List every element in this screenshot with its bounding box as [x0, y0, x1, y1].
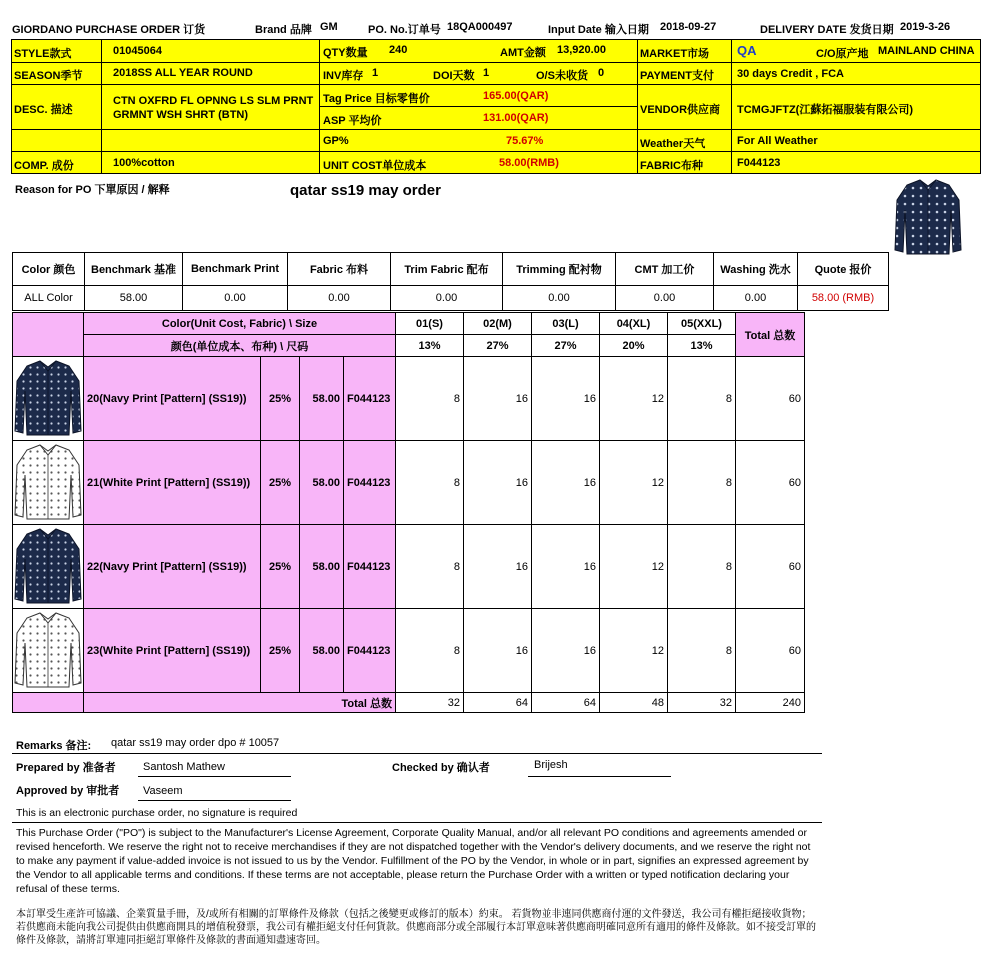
remarks-label: Remarks 备注: — [16, 740, 92, 752]
size-ratio: 27% — [532, 335, 600, 357]
row-total: 60 — [736, 525, 805, 609]
gp-value: 75.67% — [506, 135, 544, 147]
row-qty: 8 — [668, 357, 736, 441]
grid-header-en: Color(Unit Cost, Fabric) \ Size — [84, 313, 396, 335]
season-label: SEASON季节 — [14, 70, 83, 82]
inv-value: 1 — [372, 67, 379, 79]
cost-value: 0.00 — [714, 286, 798, 311]
comp-value: 100%cotton — [113, 157, 175, 169]
cost-header: Trim Fabric 配布 — [391, 253, 503, 286]
cost-header: Color 颜色 — [13, 253, 85, 286]
approved-label: Approved by 审批者 — [16, 785, 120, 797]
row-shirt-image — [13, 525, 84, 609]
approved-value: Vaseem — [143, 785, 183, 797]
checked-value: Brijesh — [534, 759, 568, 771]
doi-value: 1 — [483, 67, 490, 79]
cost-value: 58.00 — [85, 286, 183, 311]
grid-header-cn: 颜色(单位成本、布种) \ 尺码 — [84, 335, 396, 357]
co-value: MAINLAND CHINA — [878, 45, 975, 57]
row-qty: 8 — [668, 441, 736, 525]
cost-value: ALL Color — [13, 286, 85, 311]
order-info-grid — [11, 39, 981, 174]
row-percent: 25% — [261, 609, 300, 693]
row-total: 60 — [736, 609, 805, 693]
shirt-navy-icon — [13, 525, 83, 605]
asp-value: 131.00(QAR) — [483, 112, 549, 124]
row-fabric: F044123 — [344, 525, 396, 609]
fabric-label: FABRIC布种 — [640, 160, 703, 172]
reason-label: Reason for PO 下單原因 / 解释 — [15, 184, 170, 196]
os-value: 0 — [598, 67, 605, 79]
row-fabric: F044123 — [344, 441, 396, 525]
po-no-value: 18QA000497 — [447, 21, 513, 33]
row-qty: 8 — [668, 525, 736, 609]
payment-value: 30 days Credit , FCA — [737, 68, 844, 80]
input-date-value: 2018-09-27 — [660, 21, 717, 33]
divider — [12, 822, 822, 823]
row-color: 21(White Print [Pattern] (SS19)) — [84, 441, 261, 525]
desc-value-line2: GRMNT WSH SHRT (BTN) — [113, 109, 249, 121]
size-ratio: 20% — [600, 335, 668, 357]
vendor-label: VENDOR供应商 — [640, 104, 721, 116]
row-qty: 16 — [464, 609, 532, 693]
row-qty: 16 — [532, 609, 600, 693]
style-label: STYLE款式 — [14, 48, 72, 60]
table-row — [13, 441, 805, 525]
asp-label: ASP 平均价 — [323, 115, 382, 127]
divider — [12, 753, 822, 754]
shirt-navy-icon — [13, 357, 83, 437]
size-ratio: 27% — [464, 335, 532, 357]
row-qty: 16 — [464, 441, 532, 525]
cost-value: 0.00 — [183, 286, 288, 311]
cost-header: Quote 报价 — [798, 253, 889, 286]
row-fabric: F044123 — [344, 357, 396, 441]
quote-value: 58.00 (RMB) — [798, 286, 889, 311]
row-qty: 16 — [532, 441, 600, 525]
tag-price-label: Tag Price 目标零售价 — [323, 93, 430, 105]
cost-header: Washing 洗水 — [714, 253, 798, 286]
unit-cost-label: UNIT COST单位成本 — [323, 160, 427, 172]
cost-header: Benchmark Print — [183, 253, 288, 286]
footer-total-label: Total 总数 — [84, 693, 396, 713]
table-row — [13, 357, 805, 441]
row-qty: 8 — [396, 357, 464, 441]
cost-header: Fabric 布料 — [288, 253, 391, 286]
checked-label: Checked by 确认者 — [392, 762, 490, 774]
signature-line — [138, 776, 291, 777]
row-qty: 8 — [668, 609, 736, 693]
cost-value: 0.00 — [288, 286, 391, 311]
row-shirt-image — [13, 609, 84, 693]
fabric-value: F044123 — [737, 157, 781, 169]
comp-label: COMP. 成份 — [14, 160, 74, 172]
row-qty: 16 — [464, 357, 532, 441]
row-color: 20(Navy Print [Pattern] (SS19)) — [84, 357, 261, 441]
prepared-label: Prepared by 准备者 — [16, 762, 116, 774]
unit-cost-value: 58.00(RMB) — [499, 157, 559, 169]
row-qty: 16 — [532, 357, 600, 441]
row-qty: 16 — [464, 525, 532, 609]
brand-value: GM — [320, 21, 338, 33]
row-cost: 58.00 — [300, 609, 344, 693]
row-color: 23(White Print [Pattern] (SS19)) — [84, 609, 261, 693]
amt-value: 13,920.00 — [557, 44, 606, 56]
footer-total: 48 — [600, 693, 668, 713]
row-qty: 12 — [600, 525, 668, 609]
delivery-date-label: DELIVERY DATE 发货日期 — [760, 24, 894, 36]
footer-total: 64 — [464, 693, 532, 713]
inv-label: INV库存 — [323, 70, 364, 82]
brand-label: Brand 品牌 — [255, 24, 312, 36]
size-label: 04(XL) — [600, 313, 668, 335]
row-percent: 25% — [261, 441, 300, 525]
tag-price-value: 165.00(QAR) — [483, 90, 549, 102]
co-label: C/O原产地 — [816, 48, 869, 60]
amt-label: AMT金额 — [500, 47, 546, 59]
row-qty: 16 — [532, 525, 600, 609]
cost-value: 0.00 — [503, 286, 616, 311]
footer-total: 32 — [668, 693, 736, 713]
weather-value: For All Weather — [737, 135, 818, 147]
doi-label: DOI天数 — [433, 70, 475, 82]
qty-label: QTY数量 — [323, 47, 368, 59]
weather-label: Weather天气 — [640, 138, 706, 150]
size-ratio: 13% — [396, 335, 464, 357]
row-total: 60 — [736, 441, 805, 525]
desc-label: DESC. 描述 — [14, 104, 73, 116]
size-label: 05(XXL) — [668, 313, 736, 335]
os-label: O/S未收货 — [536, 70, 588, 82]
row-total: 60 — [736, 357, 805, 441]
size-quantity-grid — [12, 312, 805, 713]
size-label: 03(L) — [532, 313, 600, 335]
table-row — [13, 525, 805, 609]
signature-line — [528, 776, 671, 777]
row-qty: 12 — [600, 357, 668, 441]
row-fabric: F044123 — [344, 609, 396, 693]
style-value: 01045064 — [113, 45, 162, 57]
remarks-text: qatar ss19 may order dpo # 10057 — [111, 737, 280, 749]
footer-total: 64 — [532, 693, 600, 713]
gp-label: GP% — [323, 135, 349, 147]
cost-value: 0.00 — [391, 286, 503, 311]
size-label: 02(M) — [464, 313, 532, 335]
footer-total: 32 — [396, 693, 464, 713]
product-shirt-image — [893, 176, 963, 256]
market-label: MARKET市场 — [640, 48, 710, 60]
payment-label: PAYMENT支付 — [640, 70, 714, 82]
shirt-white-icon — [13, 441, 83, 521]
market-value: QA — [737, 43, 757, 58]
desc-value-line1: CTN OXFRD FL OPNNG LS SLM PRNT — [113, 95, 314, 107]
prepared-value: Santosh Mathew — [143, 761, 225, 773]
legal-terms-en: This Purchase Order ("PO") is subject to the Manufacturer's License Agreement, Corporate Quality Manual, and/or all relevant PO conditions and agreements amended or revised henceforth. We reserve the right not to receive merchandises if they are not dispatched together with the Vendor's delivery documents, and we reserve the right not to make any payment if value-added invoice is not issued to us by the Vendor. Fulfillment of the PO by the Vendor, in whole or in part, signifies an expressed agreement by the Vendor to all applicable terms and conditions. If these terms are not acceptable, please return the Purchase Order with a written or typed notification declaring your refusal of these terms. — [16, 827, 811, 895]
cost-breakdown-table — [12, 252, 889, 311]
reason-text: qatar ss19 may order — [290, 182, 441, 199]
row-shirt-image — [13, 357, 84, 441]
grid-total-header: Total 总数 — [736, 313, 805, 357]
signature-line — [138, 800, 291, 801]
table-row — [13, 609, 805, 693]
electronic-note: This is an electronic purchase order, no signature is required — [16, 807, 298, 819]
po-title: GIORDANO PURCHASE ORDER 订货 — [12, 24, 206, 36]
row-cost: 58.00 — [300, 441, 344, 525]
cost-value: 0.00 — [616, 286, 714, 311]
size-label: 01(S) — [396, 313, 464, 335]
row-qty: 12 — [600, 609, 668, 693]
row-qty: 12 — [600, 441, 668, 525]
row-cost: 58.00 — [300, 357, 344, 441]
input-date-label: Input Date 输入日期 — [548, 24, 649, 36]
row-qty: 8 — [396, 441, 464, 525]
grid-total-row — [13, 693, 805, 713]
footer-grand-total: 240 — [736, 693, 805, 713]
po-no-label: PO. No.订单号 — [368, 24, 441, 36]
row-percent: 25% — [261, 357, 300, 441]
row-percent: 25% — [261, 525, 300, 609]
row-color: 22(Navy Print [Pattern] (SS19)) — [84, 525, 261, 609]
row-qty: 8 — [396, 525, 464, 609]
season-value: 2018SS ALL YEAR ROUND — [113, 67, 253, 79]
delivery-date-value: 2019-3-26 — [900, 21, 951, 33]
row-qty: 8 — [396, 609, 464, 693]
shirt-navy-icon — [893, 176, 963, 256]
legal-terms-cn: 本訂單受生產許可協議、企業質量手冊，及/或所有相關的訂單條件及條款（包括之後變更或修訂的版本）約束。 若貨物並非連同供應商付運的文件發送，我公司有權拒絕接收貨物；若供應商未能向我公司提供由供應商開具的增值稅發票，我公司有權拒絕支付任何貨款。供應商部分或全部履行本訂單意味著供應商明確同意所有適用的條件及條款。如不接受訂單的條件及條款，請將訂單連同拒絕訂單條件及條款的書面通知盡速寄回。 — [16, 909, 816, 946]
vendor-value: TCMGJFTZ(江蘇拓福服装有限公司) — [737, 104, 913, 116]
footer-blank — [13, 693, 84, 713]
row-shirt-image — [13, 441, 84, 525]
size-ratio: 13% — [668, 335, 736, 357]
grid-corner — [13, 313, 84, 357]
qty-value: 240 — [389, 44, 408, 56]
cost-header: Trimming 配衬物 — [503, 253, 616, 286]
shirt-white-icon — [13, 609, 83, 689]
cost-header: Benchmark 基准 — [85, 253, 183, 286]
row-cost: 58.00 — [300, 525, 344, 609]
cost-header: CMT 加工价 — [616, 253, 714, 286]
